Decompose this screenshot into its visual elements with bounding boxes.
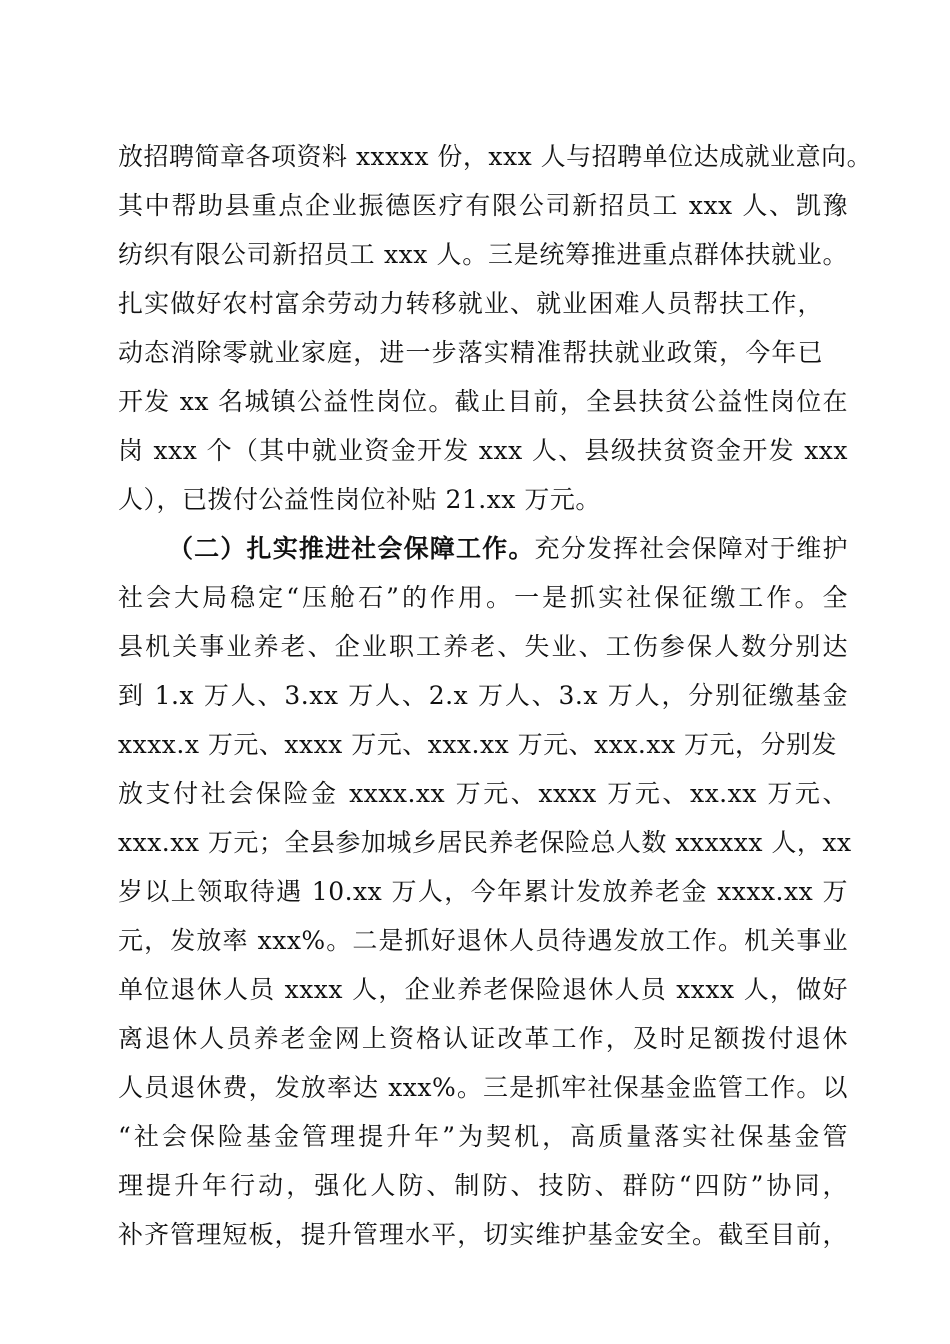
- paragraph-line: 其中帮助县重点企业振德医疗有限公司新招员工 xxx 人、凯豫: [118, 191, 848, 220]
- paragraph-line: 人），已拨付公益性岗位补贴 21.xx 万元。: [118, 485, 601, 514]
- paragraph-line: 岗 xxx 个（其中就业资金开发 xxx 人、县级扶贫资金开发 xxx: [118, 436, 848, 465]
- paragraph-line: 岁以上领取待遇 10.xx 万人，今年累计发放养老金 xxxx.xx 万: [118, 877, 848, 906]
- paragraph-line: 县机关事业养老、企业职工养老、失业、工伤参保人数分别达: [118, 632, 848, 661]
- paragraph-line: 元，发放率 xxx%。二是抓好退休人员待遇发放工作。机关事业: [118, 926, 848, 955]
- paragraph-line: 单位退休人员 xxxx 人，企业养老保险退休人员 xxxx 人，做好: [118, 975, 848, 1004]
- paragraph-line: “社会保险基金管理提升年”为契机，高质量落实社保基金管: [118, 1122, 848, 1151]
- paragraph-line: 放支付社会保险金 xxxx.xx 万元、xxxx 万元、xx.xx 万元、: [118, 779, 848, 808]
- section-heading: （二）扎实推进社会保障工作。: [168, 534, 535, 563]
- paragraph-line: 放招聘简章各项资料 xxxxx 份，xxx 人与招聘单位达成就业意向。: [118, 142, 873, 171]
- paragraph-line: xxxx.x 万元、xxxx 万元、xxx.xx 万元、xxx.xx 万元，分别发: [118, 730, 838, 759]
- section-intro: 充分发挥社会保障对于维护: [534, 534, 848, 563]
- paragraph-line: 动态消除零就业家庭，进一步落实精准帮扶就业政策，今年已: [118, 338, 823, 367]
- paragraph-line: 人员退休费，发放率达 xxx%。三是抓牢社保基金监管工作。以: [118, 1073, 848, 1102]
- paragraph-line: 社会大局稳定“压舱石”的作用。一是抓实社保征缴工作。全: [118, 583, 848, 612]
- section-heading-line: [168, 527, 848, 571]
- paragraph-line: 离退休人员养老金网上资格认证改革工作，及时足额拨付退休: [118, 1024, 848, 1053]
- paragraph-line: xxx.xx 万元；全县参加城乡居民养老保险总人数 xxxxxx 人，xx: [118, 828, 852, 857]
- paragraph-line: 开发 xx 名城镇公益性岗位。截止目前，全县扶贫公益性岗位在: [118, 387, 848, 416]
- paragraph-line: 到 1.x 万人、3.xx 万人、2.x 万人、3.x 万人，分别征缴基金: [118, 681, 848, 710]
- paragraph-line: 理提升年行动，强化人防、制防、技防、群防“四防”协同，: [118, 1171, 848, 1200]
- paragraph-line: 扎实做好农村富余劳动力转移就业、就业困难人员帮扶工作，: [118, 289, 823, 318]
- paragraph-line: 纺织有限公司新招员工 xxx 人。三是统筹推进重点群体扶就业。: [118, 240, 848, 269]
- paragraph-line: 补齐管理短板，提升管理水平，切实维护基金安全。截至目前，: [118, 1220, 848, 1249]
